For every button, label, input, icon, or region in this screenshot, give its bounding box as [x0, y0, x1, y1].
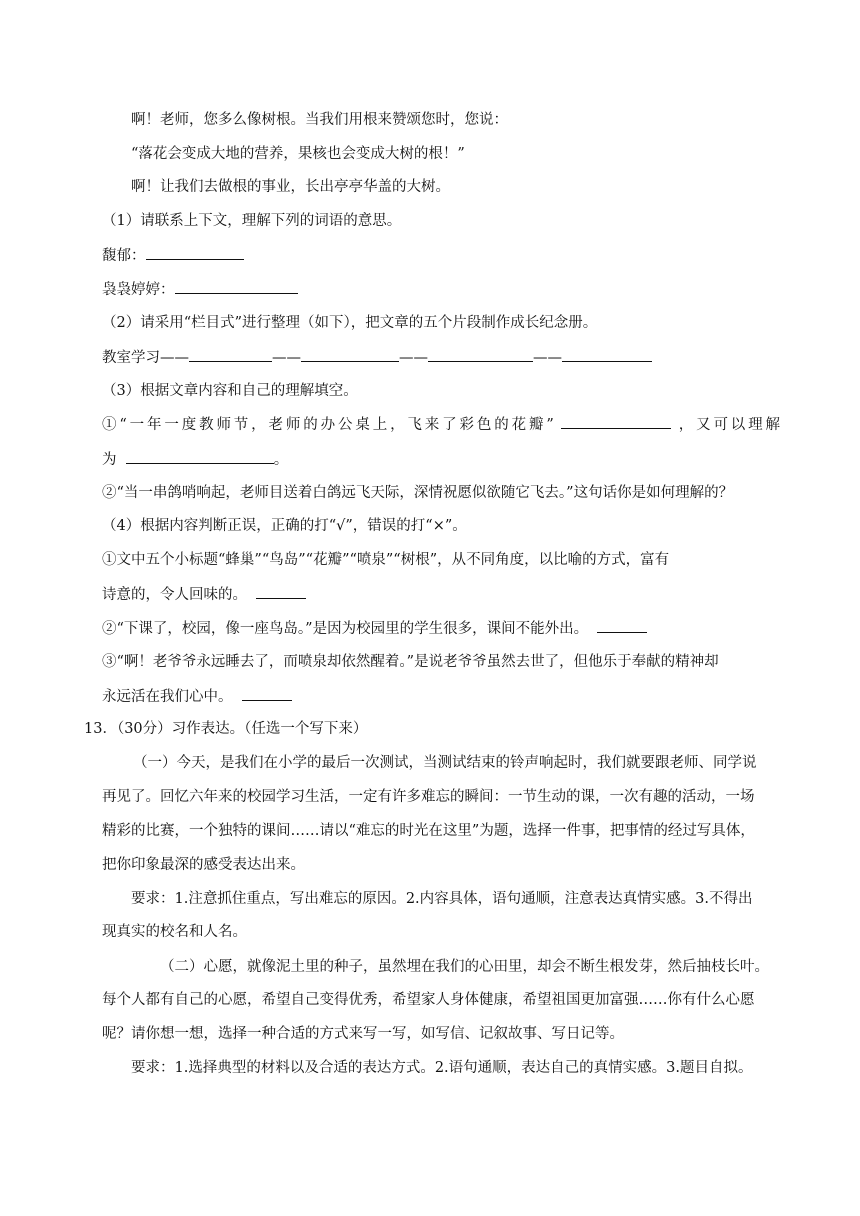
- answer-blank[interactable]: [428, 347, 533, 362]
- answer-blank[interactable]: [561, 414, 671, 429]
- passage-paragraph-1: 啊！老师，您多么像树根。当我们用根来赞颂您时，您说：: [131, 112, 508, 128]
- question-text: 永远活在我们心中。: [102, 689, 233, 705]
- dash: ——: [272, 350, 301, 366]
- question-4-item-1-cont: [102, 584, 306, 605]
- question-4-item-2: [102, 618, 647, 639]
- option-1-line-3: 精彩的比赛，一个独特的课间……请以“难忘的时光在这里”为题，选择一件事，把事情的经过写具体，: [102, 823, 755, 839]
- question-2-columns: [102, 347, 652, 368]
- answer-blank[interactable]: [597, 618, 647, 633]
- answer-blank[interactable]: [562, 347, 652, 362]
- question-1-title: （1）请联系上下文，理解下列的词语的意思。: [102, 213, 402, 229]
- question-1-word-1: [102, 245, 244, 266]
- question-13-header: 13．（30分）习作表达。（任选一个写下来）: [84, 721, 368, 737]
- question-text: ，又可以理解: [678, 417, 781, 433]
- requirement-1-line-1: 要求：1.注意抓住重点，写出难忘的原因。2.内容具体，语句通顺，注意表达真情实感。3.不得出: [131, 891, 753, 907]
- dash: ——: [399, 350, 428, 366]
- requirement-1-line-2: 现真实的校名和人名。: [102, 924, 247, 940]
- dash: ——: [533, 350, 562, 366]
- passage-paragraph-2: “落花会变成大地的营养，果核也会变成大树的根！”: [131, 146, 465, 162]
- question-4-item-1: ①文中五个小标题“蜂巢”“鸟岛”“花瓣”“喷泉”“树根”，从不同角度，以比喻的方式，富有: [102, 552, 670, 568]
- question-3-title: （3）根据文章内容和自己的理解填空。: [102, 383, 358, 399]
- column-start-label: 教室学习——: [102, 350, 189, 366]
- option-1-line-1: （一）今天，是我们在小学的最后一次测试，当测试结束的铃声响起时，我们就要跟老师、同学说: [133, 755, 757, 771]
- word-label: 袅袅婷婷：: [102, 282, 175, 298]
- requirement-2: 要求：1.选择典型的材料以及合适的表达方式。2.语句通顺，表达自己的真情实感。3.题目自拟。: [131, 1060, 753, 1076]
- question-4-item-3: ③“啊！老爷爷永远睡去了，而喷泉却依然醒着。”是说老爷爷虽然去世了，但他乐于奉献的精神却: [102, 654, 719, 670]
- answer-blank[interactable]: [126, 449, 274, 464]
- question-3-item-2: ②“当一串鸽哨响起，老师目送着白鸽远飞天际，深情祝愿似欲随它飞去。”这句话你是如何理解的？: [102, 485, 734, 501]
- question-text: 诗意的，令人回味的。: [102, 587, 247, 603]
- word-label: 馥郁：: [102, 248, 146, 264]
- option-2-line-3: 呢？请你想一想，选择一种合适的方式来写一写，如写信、记叙故事、写日记等。: [102, 1026, 624, 1042]
- question-2-title: （2）请采用“栏目式”进行整理（如下），把文章的五个片段制作成长纪念册。: [102, 315, 598, 331]
- question-text: ②“下课了，校园，像一座鸟岛。”是因为校园里的学生很多，课间不能外出。: [102, 621, 589, 637]
- passage-paragraph-3: 啊！让我们去做根的事业，长出亭亭华盖的大树。: [131, 179, 450, 195]
- option-2-line-1: （二）心愿，就像泥土里的种子，虽然埋在我们的心田里，却会不断生根发芽，然后抽枝长叶。: [160, 959, 769, 975]
- question-1-word-2: [102, 279, 298, 300]
- question-3-item-1: [102, 414, 780, 435]
- question-text: 为: [102, 452, 117, 468]
- question-4-item-3-cont: [102, 686, 292, 707]
- question-4-title: （4）根据内容判断正误，正确的打“√”，错误的打“×”。: [102, 518, 467, 534]
- option-1-line-2: 再见了。回忆六年来的校园学习生活，一定有许多难忘的瞬间：一节生动的课，一次有趣的活动，一场: [102, 789, 755, 805]
- option-1-line-4: 把你印象最深的感受表达出来。: [102, 857, 305, 873]
- question-text: ①“一年一度教师节，老师的办公桌上，飞来了彩色的花瓣”: [102, 417, 554, 433]
- answer-blank[interactable]: [189, 347, 272, 362]
- option-2-line-2: 每个人都有自己的心愿，希望自己变得优秀，希望家人身体健康，希望祖国更加富强……你有什么心愿: [102, 992, 755, 1008]
- answer-blank[interactable]: [146, 245, 244, 260]
- answer-blank[interactable]: [242, 686, 292, 701]
- answer-blank[interactable]: [256, 584, 306, 599]
- question-3-item-1-cont: [102, 449, 288, 470]
- answer-blank[interactable]: [301, 347, 399, 362]
- punctuation: 。: [273, 452, 289, 468]
- answer-blank[interactable]: [175, 279, 298, 294]
